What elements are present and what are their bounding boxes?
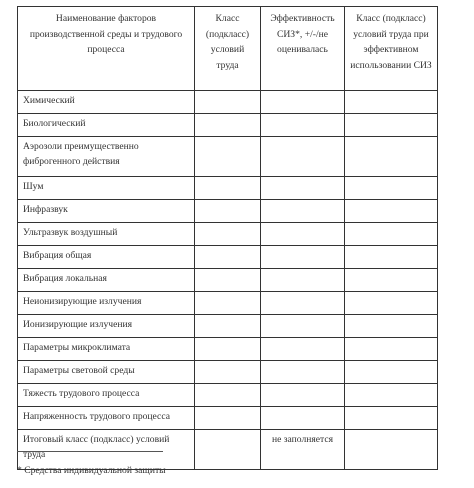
conditions-class-cell — [195, 114, 261, 137]
header-class-with-ppe: Класс (подкласс) условий труда при эффективном использовании СИЗ — [345, 7, 438, 91]
class-with-ppe-cell — [345, 407, 438, 430]
ppe-efficiency-cell — [261, 292, 345, 315]
ppe-efficiency-cell — [261, 223, 345, 246]
factor-name-cell: Шум — [18, 177, 195, 200]
conditions-class-cell — [195, 91, 261, 114]
conditions-class-cell — [195, 177, 261, 200]
ppe-efficiency-cell — [261, 338, 345, 361]
table-header-row — [18, 7, 438, 91]
ppe-efficiency-cell — [261, 246, 345, 269]
table-row — [18, 361, 438, 384]
factor-name-cell: Вибрация локальная — [18, 269, 195, 292]
conditions-class-cell — [195, 137, 261, 177]
ppe-efficiency-cell — [261, 269, 345, 292]
class-with-ppe-cell — [345, 338, 438, 361]
table-row — [18, 407, 438, 430]
table-row — [18, 384, 438, 407]
ppe-efficiency-cell — [261, 407, 345, 430]
ppe-efficiency-cell — [261, 361, 345, 384]
factor-name-cell: Итоговый класс (подкласс) условий труда — [18, 430, 195, 470]
factor-name-cell: Вибрация общая — [18, 246, 195, 269]
table-row — [18, 177, 438, 200]
class-with-ppe-cell — [345, 269, 438, 292]
ppe-efficiency-cell — [261, 200, 345, 223]
table-row — [18, 338, 438, 361]
factor-name-cell: Параметры микроклимата — [18, 338, 195, 361]
header-ppe-efficiency: Эффективность СИЗ*, +/-/не оценивалась — [261, 7, 345, 91]
ppe-efficiency-cell — [261, 384, 345, 407]
conditions-class-cell — [195, 361, 261, 384]
conditions-class-cell — [195, 269, 261, 292]
class-with-ppe-cell — [345, 177, 438, 200]
table-row — [18, 246, 438, 269]
factor-name-cell: Инфразвук — [18, 200, 195, 223]
factor-name-cell: Ультразвук воздушный — [18, 223, 195, 246]
class-with-ppe-cell — [345, 361, 438, 384]
class-with-ppe-cell — [345, 430, 438, 470]
factor-name-cell: Параметры световой среды — [18, 361, 195, 384]
conditions-class-cell — [195, 407, 261, 430]
table-row — [18, 223, 438, 246]
conditions-class-cell — [195, 430, 261, 470]
conditions-class-cell — [195, 223, 261, 246]
class-with-ppe-cell — [345, 137, 438, 177]
class-with-ppe-cell — [345, 114, 438, 137]
table-row — [18, 292, 438, 315]
conditions-class-cell — [195, 315, 261, 338]
conditions-class-cell — [195, 338, 261, 361]
header-conditions-class: Класс (подкласс) условий труда — [195, 7, 261, 91]
table-row — [18, 91, 438, 114]
class-with-ppe-cell — [345, 384, 438, 407]
factor-name-cell: Напряженность трудового процесса — [18, 407, 195, 430]
factor-name-cell: Биологический — [18, 114, 195, 137]
factor-name-cell: Аэрозоли преимущественно фиброгенного действия — [18, 137, 195, 177]
class-with-ppe-cell — [345, 91, 438, 114]
factor-name-cell: Ионизирующие излучения — [18, 315, 195, 338]
table-row — [18, 114, 438, 137]
table-row — [18, 137, 438, 177]
working-conditions-table — [17, 6, 438, 470]
factor-name-cell: Химический — [18, 91, 195, 114]
ppe-efficiency-cell: не заполняется — [261, 430, 345, 470]
ppe-efficiency-cell — [261, 114, 345, 137]
ppe-efficiency-cell — [261, 177, 345, 200]
table-row-summary — [18, 430, 438, 470]
factor-name-cell: Тяжесть трудового процесса — [18, 384, 195, 407]
header-factor-name: Наименование факторов производственной среды и трудового процесса — [18, 7, 195, 91]
conditions-class-cell — [195, 246, 261, 269]
factor-name-cell: Неионизирующие излучения — [18, 292, 195, 315]
table-row — [18, 269, 438, 292]
class-with-ppe-cell — [345, 292, 438, 315]
table-row — [18, 200, 438, 223]
footnote-text: * Средства индивидуальной защиты — [17, 465, 166, 476]
conditions-class-cell — [195, 292, 261, 315]
class-with-ppe-cell — [345, 246, 438, 269]
ppe-efficiency-cell — [261, 91, 345, 114]
table-row — [18, 315, 438, 338]
class-with-ppe-cell — [345, 223, 438, 246]
conditions-class-cell — [195, 200, 261, 223]
conditions-class-cell — [195, 384, 261, 407]
footnote-divider — [17, 451, 163, 452]
class-with-ppe-cell — [345, 315, 438, 338]
ppe-efficiency-cell — [261, 137, 345, 177]
class-with-ppe-cell — [345, 200, 438, 223]
ppe-efficiency-cell — [261, 315, 345, 338]
